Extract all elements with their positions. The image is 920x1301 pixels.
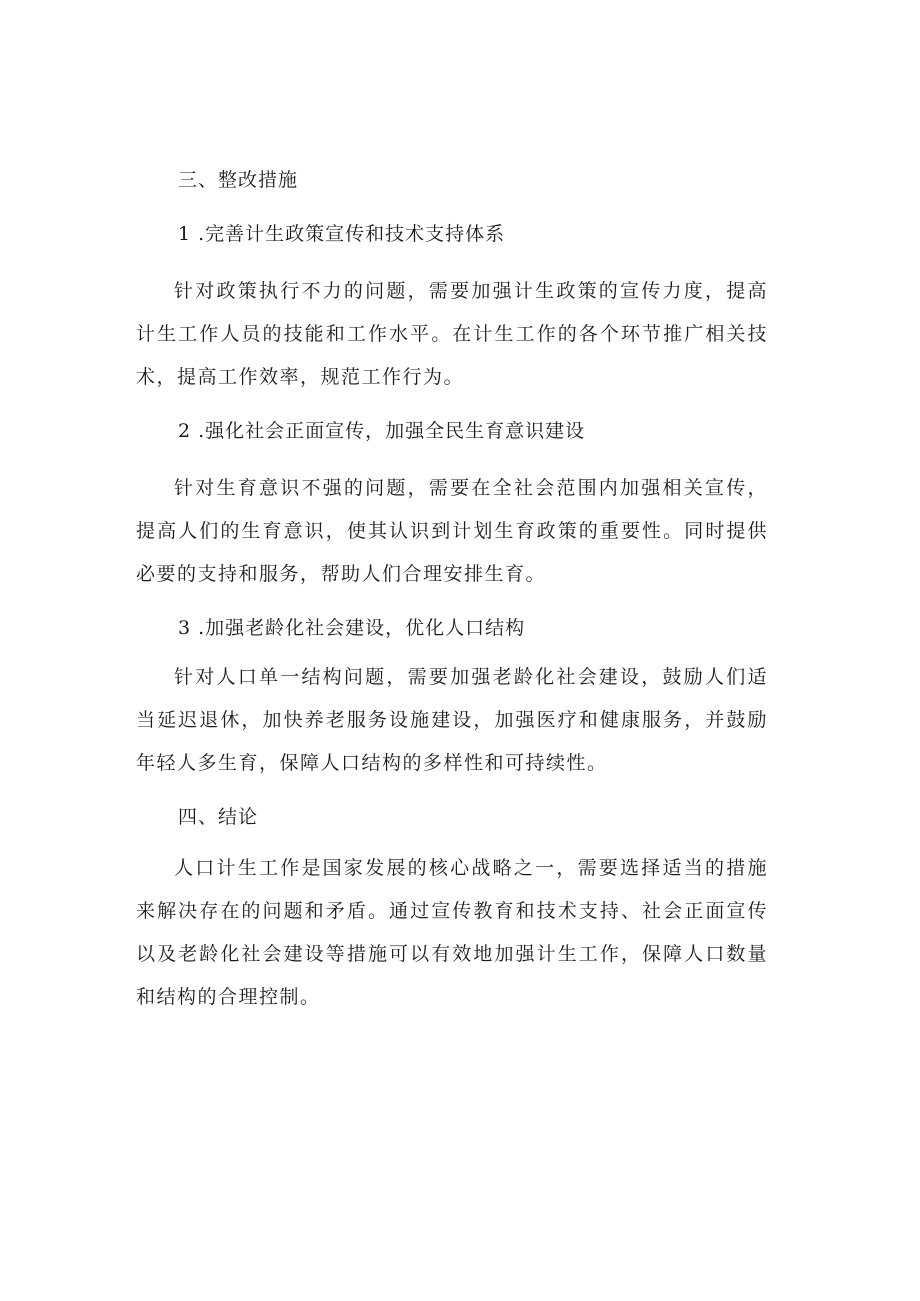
item-paragraph-3: 针对人口单一结构问题，需要加强老龄化社会建设，鼓励人们适当延迟退休，加快养老服务设施建设，加强医疗和健康服务，并鼓励年轻人多生育，保障人口结构的多样性和可持续性。 (136, 666, 768, 774)
item-heading-2: 2 .强化社会正面宣传，加强全民生育意识建设 (178, 420, 586, 442)
item-heading-1: 1 .完善计生政策宣传和技术支持体系 (178, 223, 506, 245)
section-heading-conclusion: 四、结论 (178, 806, 259, 828)
item-paragraph-2: 针对生育意识不强的问题，需要在全社会范围内加强相关宣传，提高人们的生育意识，使其认识到计划生育政策的重要性。同时提供必要的支持和服务，帮助人们合理安排生育。 (136, 477, 768, 585)
item-paragraph-1: 针对政策执行不力的问题，需要加强计生政策的宣传力度，提高计生工作人员的技能和工作水平。在计生工作的各个环节推广相关技术，提高工作效率，规范工作行为。 (136, 280, 768, 388)
conclusion-paragraph: 人口计生工作是国家发展的核心战略之一，需要选择适当的措施来解决存在的问题和矛盾。通过宣传教育和技术支持、社会正面宣传以及老龄化社会建设等措施可以有效地加强计生工作，保障人口数量和结构的合理控制。 (136, 857, 768, 1008)
item-heading-3: 3 .加强老龄化社会建设，优化人口结构 (178, 617, 526, 639)
document-page (136, 158, 768, 1019)
section-heading-measures: 三、整改措施 (178, 169, 299, 191)
